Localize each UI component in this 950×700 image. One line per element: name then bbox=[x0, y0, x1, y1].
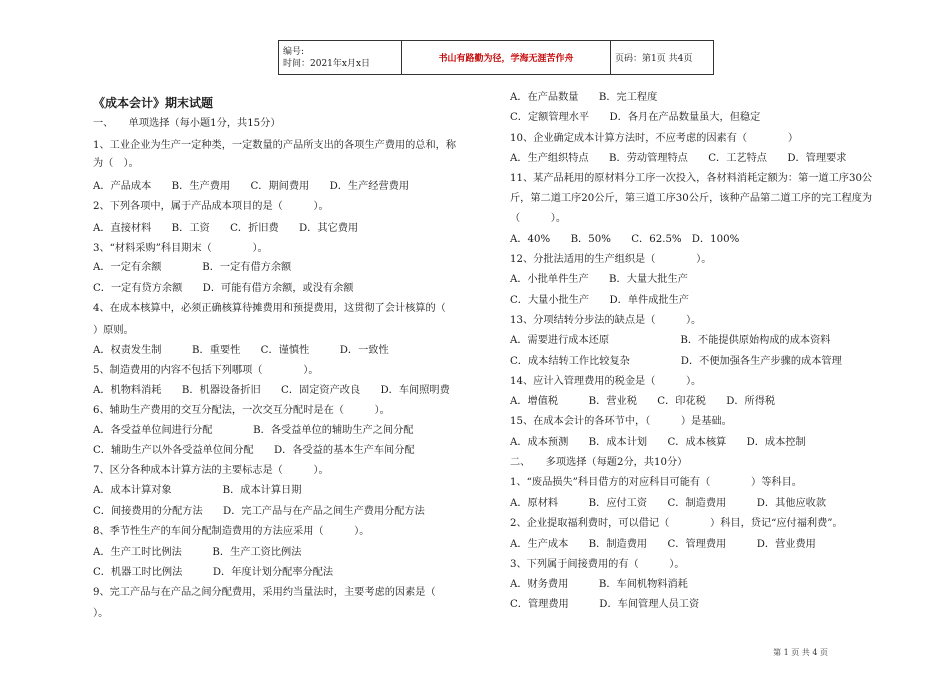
text-line: 12、分批法适用的生产组织是（ ）。 bbox=[510, 254, 712, 265]
text-line: 4、在成本核算中，必须正确核算待摊费用和预提费用，这贯彻了会计核算的（ bbox=[93, 303, 446, 314]
header-motto: 书山有路勤为径，学海无涯苦作舟 bbox=[402, 41, 611, 75]
document-time-label: 时间：2021年x月x日 bbox=[283, 58, 371, 69]
text-line: C．大量小批生产 D．单件成批生产 bbox=[510, 295, 689, 306]
text-line: C．定额管理水平 D．各月在产品数量虽大，但稳定 bbox=[510, 112, 761, 123]
text-line: A．原材料 B．应付工资 C．制造费用 D．其他应收款 bbox=[510, 498, 827, 509]
text-line: C．辅助生产以外各受益单位间分配 D．各受益的基本生产车间分配 bbox=[93, 445, 415, 456]
text-line: C．一定有贷方余额 D．可能有借方余额，或没有余额 bbox=[93, 283, 354, 294]
exam-title: 《成本会计》期末试题 bbox=[93, 96, 214, 110]
text-line: 2、企业提取福利费时，可以借记（ ）科目，贷记“应付福利费”。 bbox=[510, 518, 843, 529]
text-line: A．直接材料 B．工资 C．折旧费 D．其它费用 bbox=[93, 223, 359, 234]
text-line: C．成本结转工作比较复杂 D．不便加强各生产步骤的成本管理 bbox=[510, 356, 842, 367]
text-line: 3、“材料采购”科目期末（ ）。 bbox=[93, 243, 268, 254]
text-line: 二、 多项选择（每题2分，共10分） bbox=[510, 457, 688, 468]
text-line: 9、完工产品与在产品之间分配费用，采用约当量法时，主要考虑的因素是（ bbox=[93, 587, 436, 598]
text-line: （ ）。 bbox=[510, 213, 567, 224]
text-line: A．生产工时比例法 B．生产工资比例法 bbox=[93, 547, 302, 558]
text-line: C．管理费用 D．车间管理人员工资 bbox=[510, 599, 700, 610]
text-line: ）。 bbox=[93, 608, 109, 619]
text-line: A．一定有余额 B．一定有借方余额 bbox=[93, 262, 292, 273]
text-line: 1、工业企业为生产一定种类，一定数量的产品所支出的各项生产费用的总和，称 bbox=[93, 140, 457, 151]
text-line: A．增值税 B．营业税 C．印花税 D．所得税 bbox=[510, 396, 776, 407]
text-line: 斤，第二道工序20公斤，第三道工序30公斤，该种产品第二道工序的完工程度为 bbox=[510, 193, 873, 204]
text-line: A．成本预测 B．成本计划 C．成本核算 D．成本控制 bbox=[510, 437, 806, 448]
text-line: A．权责发生制 B．重要性 C．谨慎性 D．一致性 bbox=[93, 345, 389, 356]
text-line: 1、“废品损失”科目借方的对应科目可能有（ ）等科目。 bbox=[510, 477, 802, 488]
text-line: 14、应计入管理费用的税金是（ ）。 bbox=[510, 376, 702, 387]
text-line: A．生产组织特点 B．劳动管理特点 C．工艺特点 D．管理要求 bbox=[510, 153, 847, 164]
text-line: A．需要进行成本还原 B．不能提供原始构成的成本资料 bbox=[510, 335, 831, 346]
text-line: C．间接费用的分配方法 D．完工产品与在产品之间生产费用分配方法 bbox=[93, 506, 425, 517]
text-line: A．财务费用 B．车间机物料消耗 bbox=[510, 579, 688, 590]
text-line: A．生产成本 B．制造费用 C．管理费用 D．营业费用 bbox=[510, 539, 816, 550]
text-line: A．40% B．50% C．62.5% D．100% bbox=[510, 234, 740, 245]
text-line: 8、季节性生产的车间分配制造费用的方法应采用（ ）。 bbox=[93, 526, 370, 537]
text-line: 10、企业确定成本计算方法时，不应考虑的因素有（ ） bbox=[510, 133, 799, 144]
text-line: C．机器工时比例法 D．年度计划分配率分配法 bbox=[93, 567, 334, 578]
text-line: 3、下列属于间接费用的有（ ）。 bbox=[510, 559, 685, 570]
text-line: A．成本计算对象 B．成本计算日期 bbox=[93, 485, 302, 496]
text-line: A．机物料消耗 B．机器设备折旧 C．固定资产改良 D．车间照明费 bbox=[93, 385, 450, 396]
text-line: 2、下列各项中，属于产品成本项目的是（ ）。 bbox=[93, 201, 329, 212]
header-page-info: 页码：第1页 共4页 bbox=[611, 41, 714, 75]
text-line: A．产品成本 B．生产费用 C．期间费用 D．生产经营费用 bbox=[93, 181, 410, 192]
text-line: 6、辅助生产费用的交互分配法，一次交互分配时是在（ ）。 bbox=[93, 405, 390, 416]
page-footer: 第 1 页 共 4 页 bbox=[773, 648, 828, 657]
text-line: A．小批单件生产 B．大量大批生产 bbox=[510, 274, 688, 285]
text-line: 13、分项结转分步法的缺点是（ ）。 bbox=[510, 315, 702, 326]
text-line: ）原则。 bbox=[93, 325, 134, 336]
header-table bbox=[278, 40, 714, 75]
text-line: A．在产品数量 B．完工程度 bbox=[510, 92, 658, 103]
text-line: 15、在成本会计的各环节中，（ ）是基础。 bbox=[510, 416, 732, 427]
text-line: 7、区分各种成本计算方法的主要标志是（ ）。 bbox=[93, 465, 329, 476]
document-number-label: 编号: bbox=[283, 46, 305, 57]
header-info-cell bbox=[279, 41, 402, 75]
text-line: 一、 单项选择（每小题1分，共15分） bbox=[93, 118, 281, 129]
text-line: 11、某产品耗用的原材料分工序一次投入，各材料消耗定额为：第一道工序30公 bbox=[510, 173, 873, 184]
text-line: A．各受益单位间进行分配 B．各受益单位的辅助生产之间分配 bbox=[93, 425, 414, 436]
text-line: 为（ ）。 bbox=[93, 158, 139, 169]
text-line: 5、制造费用的内容不包括下列哪项（ ）。 bbox=[93, 365, 319, 376]
